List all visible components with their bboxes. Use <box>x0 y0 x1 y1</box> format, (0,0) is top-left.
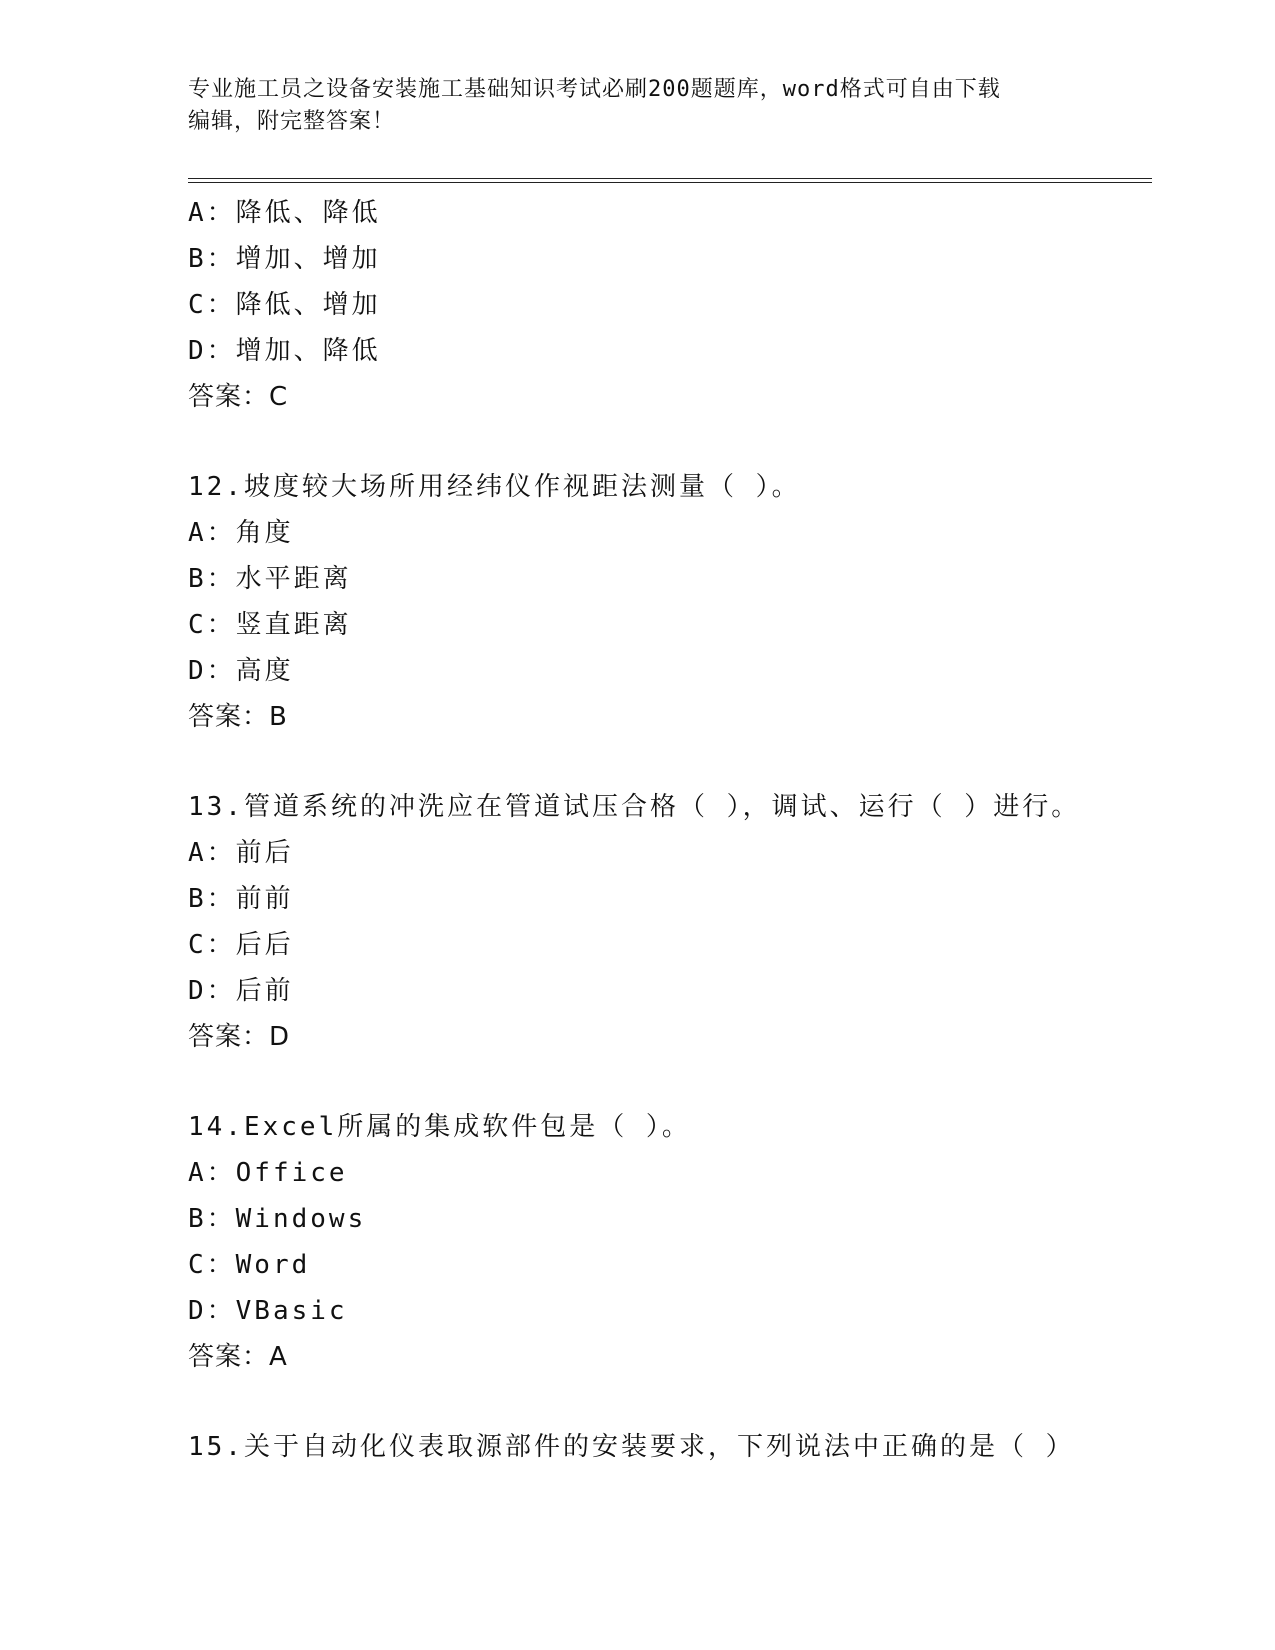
question-text: 12.坡度较大场所用经纬仪作视距法测量（ ）。 <box>188 472 801 502</box>
answer: 答案：C <box>188 382 289 412</box>
option-c: C：后后 <box>188 930 294 960</box>
option-d: D：后前 <box>188 976 294 1006</box>
answer: 答案：A <box>188 1342 288 1372</box>
question-11 <box>188 190 1148 420</box>
option-a: A：前后 <box>188 838 294 868</box>
document-header <box>188 74 1088 138</box>
option-c: C：竖直距离 <box>188 610 352 640</box>
question-text: 15.关于自动化仪表取源部件的安装要求，下列说法中正确的是（ ） <box>188 1432 1075 1462</box>
option-a: A：角度 <box>188 518 294 548</box>
answer: 答案：D <box>188 1022 291 1052</box>
answer: 答案：B <box>188 702 288 732</box>
option-a: A：Office <box>188 1158 348 1188</box>
option-d: D：高度 <box>188 656 294 686</box>
option-d: D：VBasic <box>188 1296 348 1326</box>
option-b: B：前前 <box>188 884 294 914</box>
question-text: 14.Excel所属的集成软件包是（ ）。 <box>188 1112 691 1142</box>
header-line-1: 专业施工员之设备安装施工基础知识考试必刷200题题库，word格式可自由下载 <box>188 77 1001 102</box>
question-15 <box>188 1424 1148 1470</box>
question-14 <box>188 1104 1148 1380</box>
question-12 <box>188 464 1148 740</box>
option-d: D：增加、降低 <box>188 336 381 366</box>
spacer <box>188 1380 1148 1424</box>
option-b: B：增加、增加 <box>188 244 381 274</box>
question-13 <box>188 784 1148 1060</box>
spacer <box>188 420 1148 464</box>
spacer <box>188 1060 1148 1104</box>
option-b: B：Windows <box>188 1204 367 1234</box>
spacer <box>188 740 1148 784</box>
question-text: 13.管道系统的冲洗应在管道试压合格（ ），调试、运行（ ）进行。 <box>188 792 1081 822</box>
option-b: B：水平距离 <box>188 564 352 594</box>
question-list <box>188 190 1148 1470</box>
header-divider <box>188 178 1152 183</box>
option-a: A：降低、降低 <box>188 198 381 228</box>
header-line-2: 编辑，附完整答案！ <box>188 109 396 134</box>
option-c: C：降低、增加 <box>188 290 381 320</box>
option-c: C：Word <box>188 1250 311 1280</box>
